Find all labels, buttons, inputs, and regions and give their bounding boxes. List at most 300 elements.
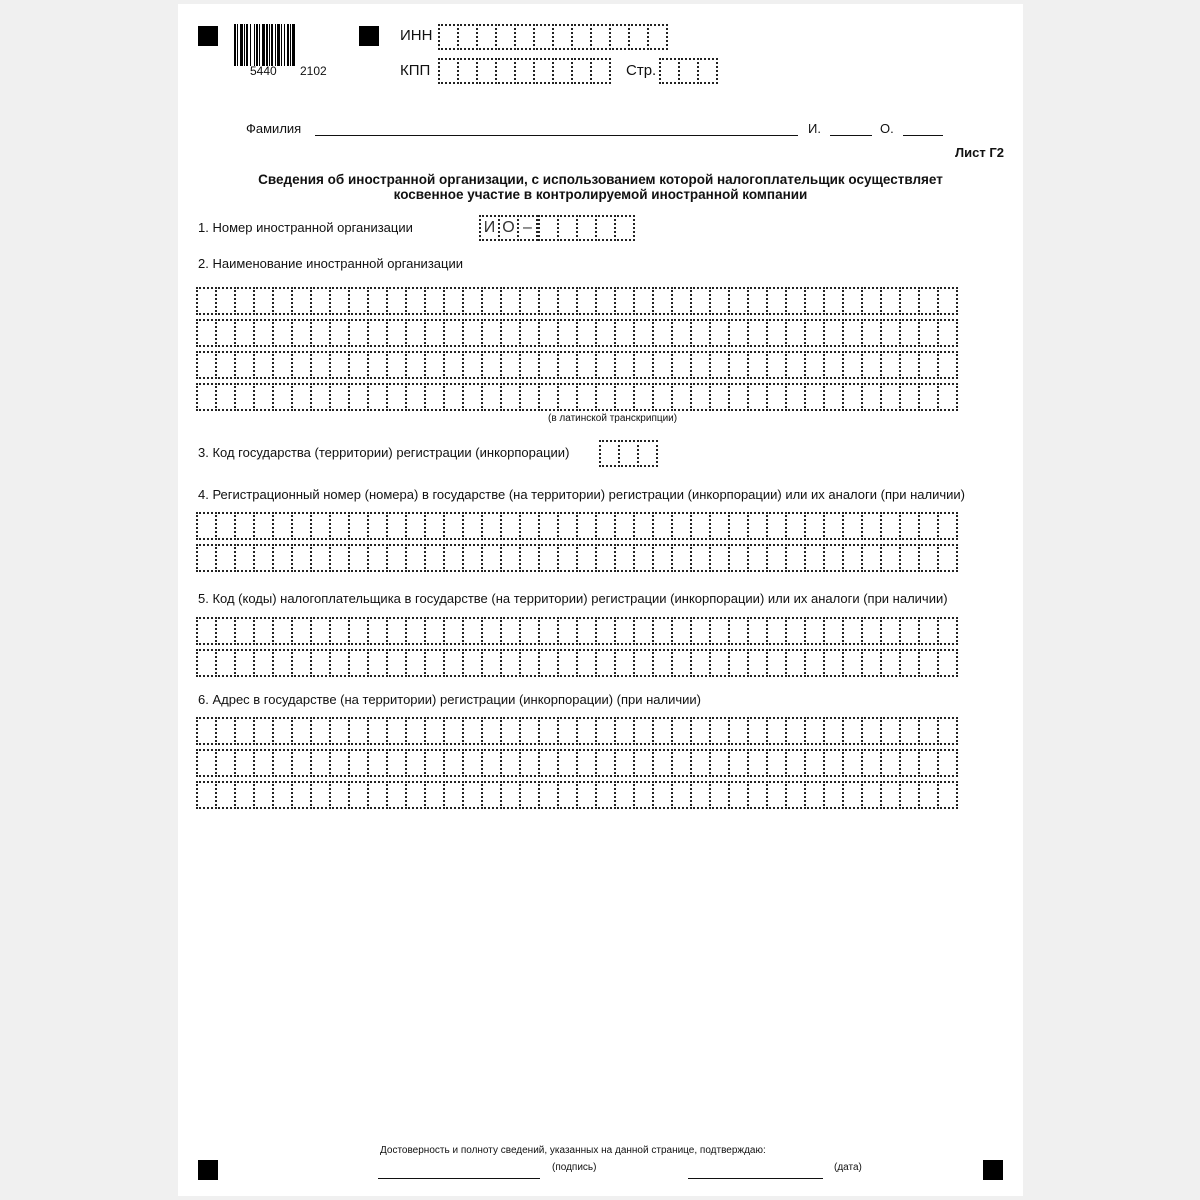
input-cell[interactable] (234, 287, 255, 315)
input-cell[interactable] (842, 717, 863, 745)
input-cell[interactable] (690, 717, 711, 745)
input-cell[interactable] (671, 351, 692, 379)
input-cell[interactable] (595, 749, 616, 777)
input-cell[interactable] (196, 717, 217, 745)
input-cell[interactable] (462, 287, 483, 315)
input-cell[interactable] (861, 649, 882, 677)
input-cell[interactable] (785, 717, 806, 745)
input-cell[interactable] (253, 649, 274, 677)
input-cell[interactable] (823, 649, 844, 677)
input-cell[interactable] (766, 749, 787, 777)
input-cell[interactable] (310, 383, 331, 411)
input-cell[interactable] (690, 512, 711, 540)
input-cell[interactable] (196, 512, 217, 540)
input-cell[interactable] (424, 512, 445, 540)
input-cell[interactable] (457, 24, 478, 50)
input-cell[interactable] (291, 351, 312, 379)
input-cell[interactable] (823, 749, 844, 777)
input-cell[interactable] (671, 319, 692, 347)
input-cell[interactable] (709, 717, 730, 745)
input-cell[interactable] (272, 351, 293, 379)
input-cell[interactable] (728, 781, 749, 809)
input-cell[interactable] (424, 649, 445, 677)
input-cell[interactable] (500, 749, 521, 777)
input-cell[interactable] (576, 512, 597, 540)
input-cell[interactable] (253, 383, 274, 411)
input-cell[interactable] (234, 649, 255, 677)
input-cell[interactable] (196, 617, 217, 645)
input-cell[interactable] (500, 383, 521, 411)
input-cell[interactable] (633, 749, 654, 777)
input-cell[interactable] (633, 512, 654, 540)
input-cell[interactable] (880, 617, 901, 645)
input-cell[interactable] (766, 383, 787, 411)
input-cell[interactable] (659, 58, 680, 84)
input-cell[interactable] (367, 649, 388, 677)
input-cell[interactable] (861, 544, 882, 572)
input-cell[interactable] (310, 512, 331, 540)
input-cell[interactable] (538, 649, 559, 677)
input-cell[interactable] (899, 287, 920, 315)
input-cell[interactable] (196, 383, 217, 411)
input-cell[interactable] (595, 512, 616, 540)
input-cell[interactable] (709, 512, 730, 540)
input-cell[interactable] (918, 383, 939, 411)
input-cell[interactable] (481, 287, 502, 315)
input-cell[interactable] (367, 512, 388, 540)
input-cell[interactable] (215, 287, 236, 315)
input-cell[interactable] (804, 717, 825, 745)
input-cell[interactable] (880, 319, 901, 347)
input-cell[interactable] (272, 749, 293, 777)
input-cell[interactable] (519, 383, 540, 411)
input-cell[interactable] (519, 319, 540, 347)
input-cell[interactable] (728, 717, 749, 745)
input-cell[interactable] (291, 649, 312, 677)
input-cell[interactable] (823, 544, 844, 572)
input-cell[interactable] (576, 319, 597, 347)
input-cell[interactable] (880, 749, 901, 777)
input-cell[interactable] (614, 319, 635, 347)
input-cell[interactable] (519, 512, 540, 540)
input-cell[interactable] (804, 383, 825, 411)
input-cell[interactable] (443, 544, 464, 572)
input-cell[interactable] (899, 649, 920, 677)
input-cell[interactable] (937, 749, 958, 777)
input-cell[interactable] (671, 749, 692, 777)
input-cell[interactable] (804, 287, 825, 315)
input-cell[interactable] (785, 287, 806, 315)
input-cell[interactable] (804, 512, 825, 540)
input-cell[interactable] (728, 617, 749, 645)
input-cell[interactable] (804, 351, 825, 379)
input-cell[interactable] (500, 649, 521, 677)
input-cell[interactable] (709, 781, 730, 809)
input-cell[interactable] (538, 287, 559, 315)
input-cell[interactable] (804, 749, 825, 777)
input-cell[interactable] (861, 319, 882, 347)
input-cell[interactable] (728, 544, 749, 572)
input-cell[interactable] (348, 544, 369, 572)
input-cell[interactable] (443, 383, 464, 411)
input-cell[interactable] (348, 781, 369, 809)
input-cell[interactable] (842, 617, 863, 645)
input-cell[interactable] (438, 24, 459, 50)
input-cell[interactable] (310, 781, 331, 809)
input-cell[interactable] (576, 749, 597, 777)
input-cell[interactable] (785, 617, 806, 645)
input-cell[interactable] (329, 749, 350, 777)
input-cell[interactable] (329, 512, 350, 540)
input-cell[interactable] (253, 749, 274, 777)
input-cell[interactable] (614, 512, 635, 540)
input-cell[interactable] (291, 319, 312, 347)
input-cell[interactable] (386, 351, 407, 379)
input-cell[interactable] (386, 287, 407, 315)
input-cell[interactable] (386, 383, 407, 411)
input-cell[interactable] (937, 544, 958, 572)
input-cell[interactable] (476, 58, 497, 84)
input-cell[interactable] (253, 544, 274, 572)
input-cell[interactable] (500, 781, 521, 809)
input-cell[interactable] (215, 749, 236, 777)
input-cell[interactable] (785, 781, 806, 809)
date-field[interactable] (688, 1178, 823, 1179)
input-cell[interactable] (747, 319, 768, 347)
input-cell[interactable] (481, 351, 502, 379)
input-cell[interactable] (880, 544, 901, 572)
input-cell[interactable] (633, 383, 654, 411)
input-cell[interactable] (310, 717, 331, 745)
page-number-field[interactable] (659, 58, 718, 84)
input-cell[interactable] (386, 781, 407, 809)
input-cell[interactable] (671, 649, 692, 677)
field-2-row[interactable] (196, 319, 958, 347)
input-cell[interactable] (880, 512, 901, 540)
input-cell[interactable] (880, 383, 901, 411)
input-cell[interactable] (424, 617, 445, 645)
input-cell[interactable] (234, 512, 255, 540)
input-cell[interactable] (196, 544, 217, 572)
field-6-row[interactable] (196, 749, 958, 777)
input-cell[interactable] (709, 351, 730, 379)
input-cell[interactable] (424, 287, 445, 315)
input-cell[interactable] (842, 749, 863, 777)
input-cell[interactable] (462, 544, 483, 572)
input-cell[interactable] (766, 717, 787, 745)
input-cell[interactable] (253, 319, 274, 347)
input-cell[interactable] (918, 287, 939, 315)
input-cell[interactable] (443, 781, 464, 809)
input-cell[interactable] (310, 617, 331, 645)
input-cell[interactable] (481, 749, 502, 777)
input-cell[interactable] (590, 24, 611, 50)
input-cell[interactable] (386, 319, 407, 347)
input-cell[interactable] (785, 544, 806, 572)
input-cell[interactable] (538, 351, 559, 379)
input-cell[interactable] (576, 544, 597, 572)
input-cell[interactable] (405, 351, 426, 379)
input-cell[interactable] (519, 617, 540, 645)
input-cell[interactable] (386, 649, 407, 677)
input-cell[interactable] (590, 58, 611, 84)
input-cell[interactable] (557, 351, 578, 379)
input-cell[interactable] (785, 319, 806, 347)
input-cell[interactable] (253, 717, 274, 745)
field-4-row[interactable] (196, 512, 958, 540)
input-cell[interactable] (196, 649, 217, 677)
surname-field[interactable] (315, 135, 798, 136)
input-cell[interactable] (500, 717, 521, 745)
input-cell[interactable] (519, 749, 540, 777)
input-cell[interactable] (842, 383, 863, 411)
input-cell[interactable] (519, 717, 540, 745)
input-cell[interactable] (481, 649, 502, 677)
input-cell[interactable] (823, 287, 844, 315)
input-cell[interactable] (690, 544, 711, 572)
input-cell[interactable] (652, 383, 673, 411)
field-3-code[interactable] (599, 440, 658, 467)
input-cell[interactable] (291, 617, 312, 645)
input-cell[interactable] (842, 544, 863, 572)
input-cell[interactable] (272, 383, 293, 411)
input-cell[interactable] (424, 544, 445, 572)
input-cell[interactable] (937, 319, 958, 347)
input-cell[interactable] (766, 617, 787, 645)
input-cell[interactable] (462, 617, 483, 645)
input-cell[interactable] (462, 319, 483, 347)
input-cell[interactable] (500, 319, 521, 347)
input-cell[interactable] (823, 617, 844, 645)
input-cell[interactable] (690, 781, 711, 809)
input-cell[interactable] (519, 649, 540, 677)
input-cell[interactable] (861, 617, 882, 645)
input-cell[interactable] (443, 287, 464, 315)
input-cell[interactable] (766, 512, 787, 540)
input-cell[interactable] (329, 617, 350, 645)
input-cell[interactable] (557, 717, 578, 745)
input-cell[interactable] (823, 383, 844, 411)
input-cell[interactable] (500, 287, 521, 315)
input-cell[interactable] (329, 319, 350, 347)
input-cell[interactable] (614, 215, 635, 241)
input-cell[interactable] (462, 649, 483, 677)
input-cell[interactable] (595, 287, 616, 315)
input-cell[interactable] (823, 512, 844, 540)
input-cell[interactable] (424, 781, 445, 809)
input-cell[interactable] (424, 319, 445, 347)
input-cell[interactable] (614, 287, 635, 315)
input-cell[interactable] (272, 781, 293, 809)
input-cell[interactable] (595, 649, 616, 677)
input-cell[interactable] (614, 617, 635, 645)
input-cell[interactable] (481, 319, 502, 347)
input-cell[interactable] (633, 319, 654, 347)
input-cell[interactable] (272, 287, 293, 315)
input-cell[interactable] (628, 24, 649, 50)
input-cell[interactable] (690, 319, 711, 347)
input-cell[interactable] (804, 649, 825, 677)
input-cell[interactable] (918, 717, 939, 745)
field-5-row[interactable] (196, 617, 958, 645)
input-cell[interactable] (538, 319, 559, 347)
input-cell[interactable] (519, 351, 540, 379)
input-cell[interactable] (609, 24, 630, 50)
input-cell[interactable] (234, 351, 255, 379)
input-cell[interactable] (481, 717, 502, 745)
input-cell[interactable] (880, 649, 901, 677)
input-cell[interactable] (747, 512, 768, 540)
input-cell[interactable] (253, 781, 274, 809)
input-cell[interactable] (215, 319, 236, 347)
input-cell[interactable] (709, 749, 730, 777)
inn-field[interactable] (438, 24, 668, 50)
input-cell[interactable] (557, 617, 578, 645)
input-cell[interactable] (519, 544, 540, 572)
input-cell[interactable] (842, 781, 863, 809)
input-cell[interactable] (823, 781, 844, 809)
input-cell[interactable] (747, 649, 768, 677)
input-cell[interactable] (557, 544, 578, 572)
input-cell[interactable] (495, 24, 516, 50)
input-cell[interactable] (614, 351, 635, 379)
input-cell[interactable] (576, 649, 597, 677)
input-cell[interactable] (196, 351, 217, 379)
input-cell[interactable] (861, 717, 882, 745)
input-cell[interactable] (576, 717, 597, 745)
input-cell[interactable] (576, 383, 597, 411)
input-cell[interactable] (899, 781, 920, 809)
input-cell[interactable] (215, 781, 236, 809)
input-cell[interactable] (329, 351, 350, 379)
input-cell[interactable] (538, 717, 559, 745)
input-cell[interactable] (196, 749, 217, 777)
input-cell[interactable] (899, 319, 920, 347)
input-cell[interactable] (728, 319, 749, 347)
input-cell[interactable] (918, 617, 939, 645)
input-cell[interactable] (234, 319, 255, 347)
input-cell[interactable] (557, 319, 578, 347)
input-cell[interactable] (538, 383, 559, 411)
field-6-row[interactable] (196, 717, 958, 745)
input-cell[interactable] (618, 440, 639, 467)
input-cell[interactable] (538, 749, 559, 777)
input-cell[interactable] (367, 351, 388, 379)
input-cell[interactable] (215, 544, 236, 572)
input-cell[interactable] (367, 781, 388, 809)
input-cell[interactable] (595, 544, 616, 572)
input-cell[interactable] (785, 649, 806, 677)
input-cell[interactable] (405, 649, 426, 677)
input-cell[interactable] (234, 544, 255, 572)
input-cell[interactable] (595, 215, 616, 241)
input-cell[interactable] (329, 544, 350, 572)
input-cell[interactable] (937, 351, 958, 379)
input-cell[interactable] (552, 24, 573, 50)
input-cell[interactable] (880, 717, 901, 745)
input-cell[interactable] (367, 383, 388, 411)
input-cell[interactable] (272, 617, 293, 645)
input-cell[interactable] (652, 287, 673, 315)
input-cell[interactable] (937, 287, 958, 315)
input-cell[interactable] (937, 649, 958, 677)
input-cell[interactable] (329, 383, 350, 411)
input-cell[interactable] (804, 319, 825, 347)
input-cell[interactable] (690, 749, 711, 777)
input-cell[interactable] (899, 351, 920, 379)
input-cell[interactable] (671, 544, 692, 572)
input-cell[interactable] (310, 544, 331, 572)
input-cell[interactable] (614, 649, 635, 677)
input-cell[interactable] (861, 351, 882, 379)
input-cell[interactable] (576, 617, 597, 645)
input-cell[interactable] (709, 319, 730, 347)
input-cell[interactable] (386, 749, 407, 777)
input-cell[interactable] (481, 617, 502, 645)
field-1-number[interactable] (538, 215, 635, 241)
input-cell[interactable] (937, 617, 958, 645)
input-cell[interactable] (697, 58, 718, 84)
input-cell[interactable] (937, 781, 958, 809)
input-cell[interactable] (500, 351, 521, 379)
input-cell[interactable] (272, 319, 293, 347)
input-cell[interactable] (291, 287, 312, 315)
input-cell[interactable] (405, 781, 426, 809)
input-cell[interactable] (533, 58, 554, 84)
input-cell[interactable] (747, 749, 768, 777)
input-cell[interactable] (538, 617, 559, 645)
input-cell[interactable] (234, 749, 255, 777)
input-cell[interactable] (785, 749, 806, 777)
input-cell[interactable] (272, 717, 293, 745)
input-cell[interactable] (462, 512, 483, 540)
input-cell[interactable] (538, 215, 559, 241)
input-cell[interactable] (557, 215, 578, 241)
input-cell[interactable] (310, 351, 331, 379)
input-cell[interactable] (310, 749, 331, 777)
input-cell[interactable] (424, 351, 445, 379)
input-cell[interactable] (595, 617, 616, 645)
input-cell[interactable] (652, 617, 673, 645)
input-cell[interactable] (291, 717, 312, 745)
input-cell[interactable] (918, 781, 939, 809)
input-cell[interactable] (918, 749, 939, 777)
input-cell[interactable] (747, 617, 768, 645)
input-cell[interactable] (937, 717, 958, 745)
input-cell[interactable] (671, 287, 692, 315)
input-cell[interactable] (291, 383, 312, 411)
input-cell[interactable] (576, 215, 597, 241)
input-cell[interactable] (918, 649, 939, 677)
input-cell[interactable] (576, 781, 597, 809)
input-cell[interactable] (861, 512, 882, 540)
input-cell[interactable] (633, 649, 654, 677)
input-cell[interactable] (329, 717, 350, 745)
input-cell[interactable] (348, 287, 369, 315)
input-cell[interactable] (690, 351, 711, 379)
input-cell[interactable] (766, 649, 787, 677)
input-cell[interactable] (538, 781, 559, 809)
input-cell[interactable] (804, 544, 825, 572)
input-cell[interactable] (861, 749, 882, 777)
input-cell[interactable] (348, 319, 369, 347)
input-cell[interactable] (747, 351, 768, 379)
input-cell[interactable] (552, 58, 573, 84)
input-cell[interactable] (785, 351, 806, 379)
input-cell[interactable] (253, 512, 274, 540)
input-cell[interactable] (443, 351, 464, 379)
input-cell[interactable] (671, 512, 692, 540)
